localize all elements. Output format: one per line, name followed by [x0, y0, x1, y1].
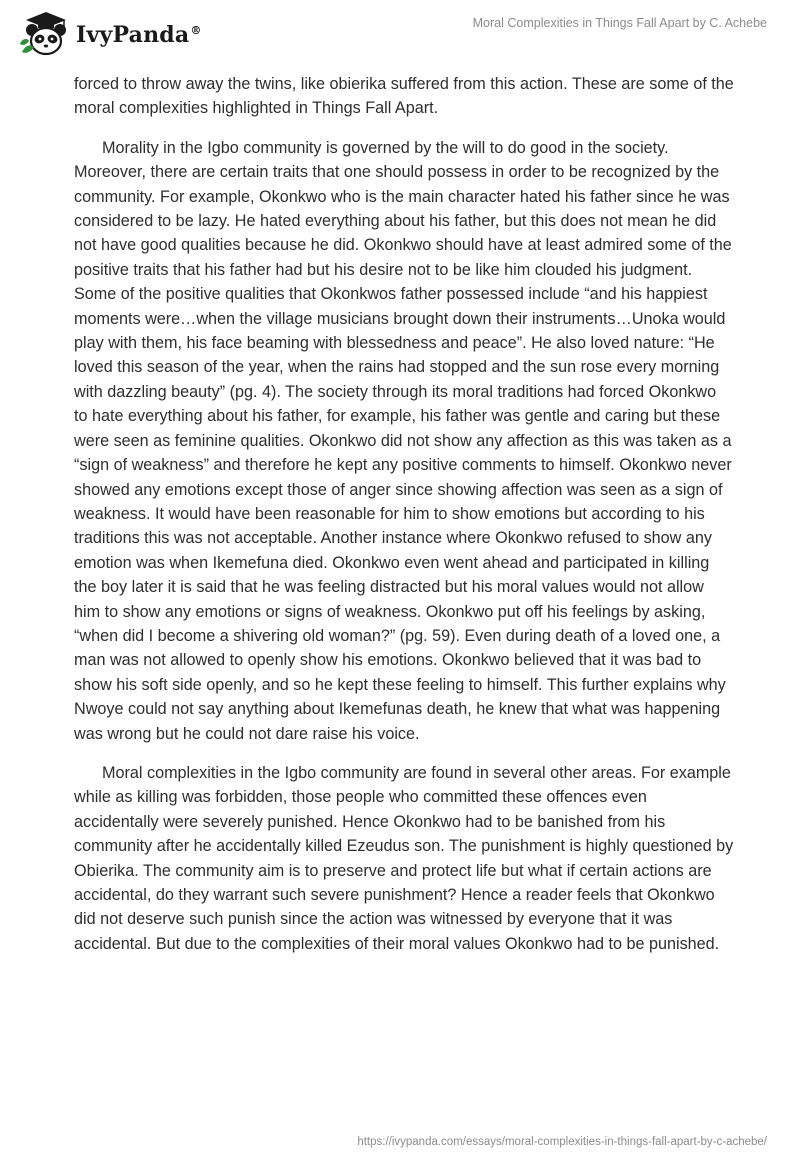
brand-name	[76, 22, 202, 48]
registered-mark: ®	[190, 23, 202, 37]
brand-name-text: IvyPanda	[76, 22, 190, 48]
document-title: Moral Complexities in Things Fall Apart by C. Achebe	[472, 16, 767, 30]
paragraph-moral-complexities: Moral complexities in the Igbo community are found in several other areas. For example while as killing was forbidden, those people who committed these offences even accidentally were severely punished. Hence Okonkwo had to be banished from his community after he accidentally killed Ezeudus son. The punishment is highly questioned by Obierika. The community aim is to preserve and protect life but what if certain actions are accidental, do they warrant such severe punishment? Hence a reader feels that Okonkwo did not deserve such punish since the action was witnessed by everyone that it was accidental. But due to the complexities of their moral values Okonkwo had to be punished.	[74, 763, 734, 953]
paragraph-continued: forced to throw away the twins, like obierika suffered from this action. These are some of the moral complexities highlighted in Things Fall Apart.	[74, 75, 734, 118]
panda-graduation-cap-icon	[16, 8, 72, 60]
source-url[interactable]: https://ivypanda.com/essays/moral-complexities-in-things-fall-apart-by-c-achebe/	[357, 1136, 767, 1148]
essay-body	[74, 72, 734, 971]
ivypanda-logo[interactable]	[16, 8, 202, 60]
paragraph-morality: Morality in the Igbo community is governed by the will to do good in the society. Moreover, there are certain traits that one should possess in order to be recognized by the community. For example, Okonkwo who is the main character hated his father since he was considered to be lazy. He hated everything about his father, but this does not mean he did not have good qualities because he did. Okonkwo should have at least admired some of the positive traits that his father had but his desire not to be like him clouded his judgment. Some of the positive qualities that Okonkwos father possessed include “and his happiest moments were…when the village musicians brought down their instruments…Unoka would play with them, his face beaming with blessedness and peace”. He also loved nature: “He loved this season of the year, when the rains had stopped and the sun rose every morning with dazzling beauty” (pg. 4). The society through its moral traditions had forced Okonkwo to hate everything about his father, for example, his father was gentle and caring but these were seen as feminine qualities. Okonkwo did not show any affection as this was taken as a “sign of weakness” and therefore he kept any positive comments to himself. Okonkwo never showed any emotions except those of anger since showing affection was seen as a sign of weakness. It would have been reasonable for him to show emotions but according to his traditions this was not acceptable. Another instance where Okonkwo refused to show any emotion was when Ikemefuna died. Okonkwo even went ahead and participated in killing the boy later it is said that he was feeling distracted but his moral values would not allow him to show any emotions or signs of weakness. Okonkwo put off his feelings by asking, “when did I become a shivering old woman?” (pg. 59). Even during death of a loved one, a man was not allowed to openly show his emotions. Okonkwo believed that it was bad to show his soft side openly, and so he kept these feeling to himself. This further explains why Nwoye could not say anything about Ikemefunas death, he knew that what was happening was wrong but he could not dare raise his voice.	[74, 138, 732, 743]
page-header	[0, 0, 800, 70]
